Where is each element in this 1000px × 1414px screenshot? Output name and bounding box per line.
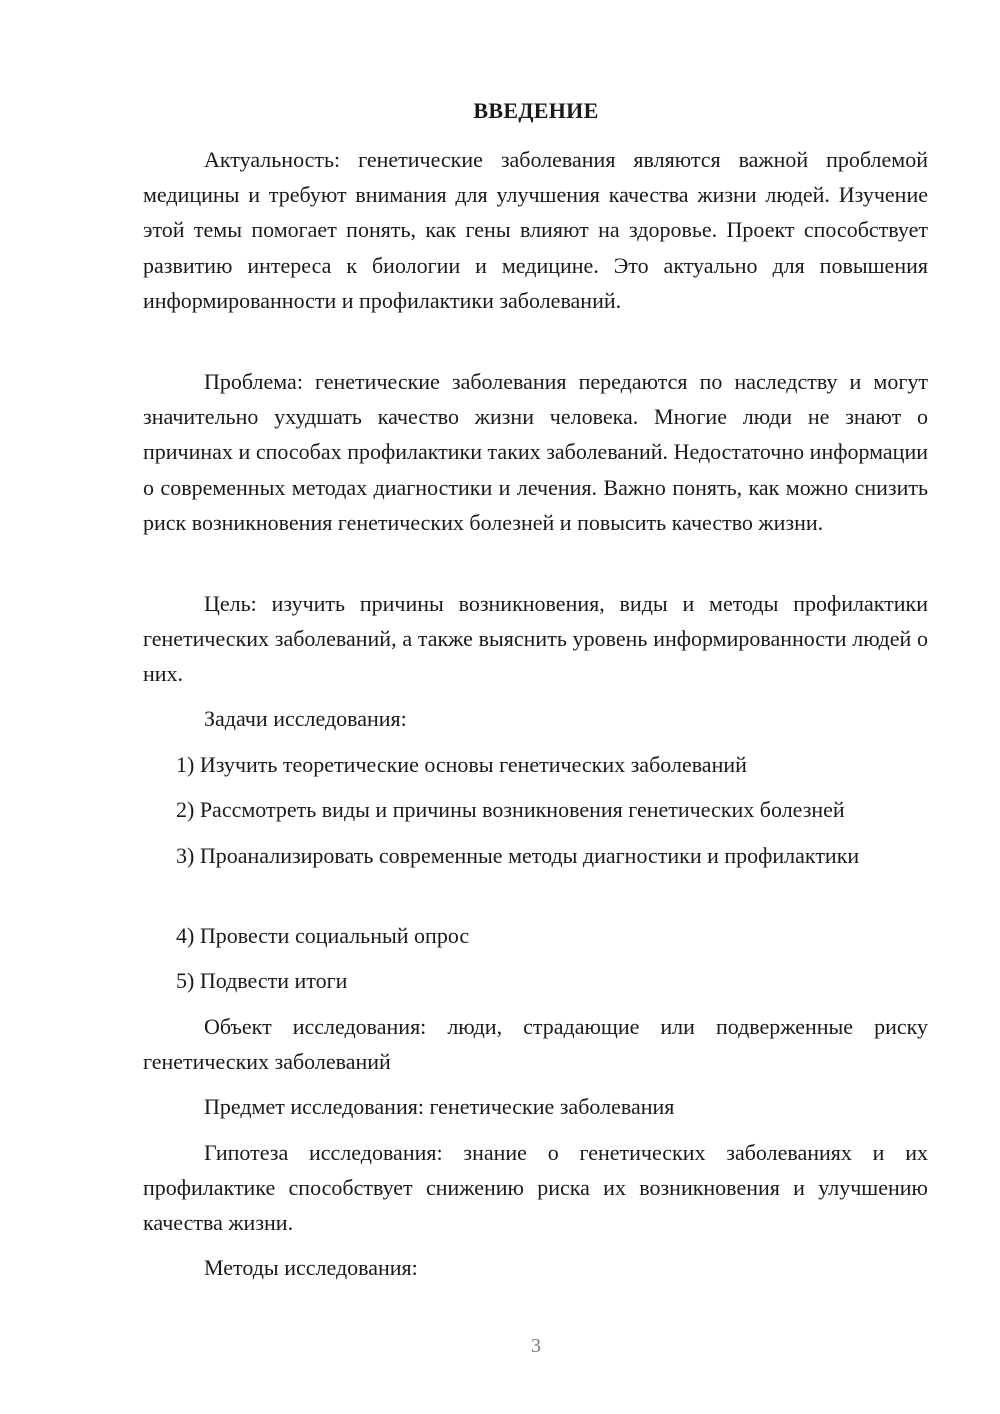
paragraph-relevance: Актуальность: генетические заболевания являются важной проблемой медицины и требуют внимания для улучшения качества жизни людей. Изучение этой темы помогает понять, как гены влияют на здоровье. Проект способствует развитию интереса к биологии и медицине. Это актуально для повышения информированности и профилактики заболеваний. [143,147,928,313]
task-item-5: 5) Подвести итоги [176,968,348,993]
paragraph-problem: Проблема: генетические заболевания передаются по наследству и могут значительно ухудшать качество жизни человека. Многие люди не знают о причинах и способах профилактики таких заболеваний. Недостаточно информации о современных методах диагностики и лечения. Важно понять, как можно снизить риск возникновения генетических болезней и повысить качество жизни. [143,369,928,535]
methods-heading: Методы исследования: [204,1255,418,1280]
paragraph-hypothesis: Гипотеза исследования: знание о генетических заболеваниях и их профилактике способствует снижению риска их возникновения и улучшению качества жизни. [143,1140,928,1236]
paragraph-object: Объект исследования: люди, страдающие или подверженные риску генетических заболеваний [143,1014,928,1075]
paragraph-subject: Предмет исследования: генетические заболевания [204,1094,675,1119]
task-item-2: 2) Рассмотреть виды и причины возникновения генетических болезней [176,797,845,822]
page-title: ВВЕДЕНИЕ [473,98,599,123]
task-item-4: 4) Провести социальный опрос [176,923,470,948]
page-number: 3 [531,1335,541,1357]
paragraph-goal: Цель: изучить причины возникновения, виды и методы профилактики генетических заболеваний, а также выяснить уровень информированности людей о них. [143,591,928,687]
task-item-1: 1) Изучить теоретические основы генетических заболеваний [176,752,747,777]
task-item-3: 3) Проанализировать современные методы диагностики и профилактики [176,843,860,868]
tasks-heading: Задачи исследования: [204,706,407,731]
